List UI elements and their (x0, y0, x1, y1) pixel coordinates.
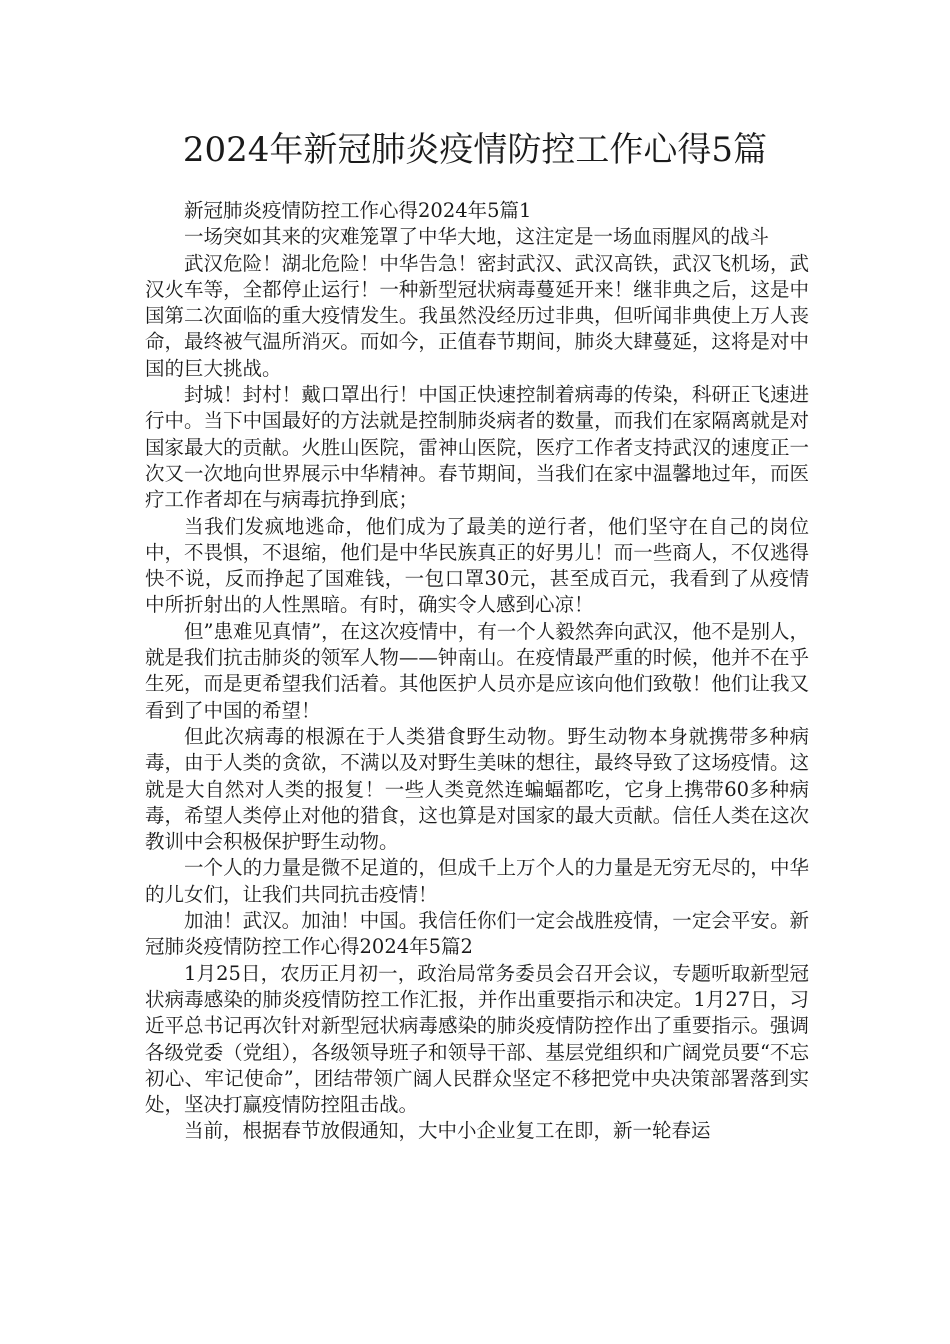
document-title: 2024年新冠肺炎疫情防控工作心得5篇 (182, 130, 768, 170)
paragraph: 当我们发疯地逃命，他们成为了最美的逆行者，他们坚守在自己的岗位中，不畏惧，不退缩，他们是中华民族真正的好男儿！而一些商人，不仅逃得快不说，反而挣起了国难钱，一包口罩30元，甚至成百元，我看到了从疫情中所折射出的人性黑暗。有时，确实令人感到心凉！ (145, 514, 809, 617)
paragraph: 封城！封村！戴口罩出行！中国正快速控制着病毒的传染，科研正飞速进行中。当下中国最好的方法就是控制肺炎病者的数量，而我们在家隔离就是对国家最大的贡献。火胜山医院，雷神山医院，医疗工作者支持武汉的速度正一次又一次地向世界展示中华精神。春节期间，当我们在家中温馨地过年，而医疗工作者却在与病毒抗挣到底； (145, 383, 809, 512)
paragraph: 但”患难见真情”，在这次疫情中，有一个人毅然奔向武汉，他不是别人，就是我们抗击肺炎的领军人物——钟南山。在疫情最严重的时候，他并不在乎生死，而是更希望我们活着。其他医护人员亦是应该向他们致敬！他们让我又看到了中国的希望！ (145, 619, 809, 722)
paragraph: 但此次病毒的根源在于人类猎食野生动物。野生动物本身就携带多种病毒，由于人类的贪欲，不满以及对野生美味的想往，最终导致了这场疫情。这就是大自然对人类的报复！一些人类竟然连蝙蝠都吃，它身上携带60多种病毒，希望人类停止对他的猎食，这也算是对国家的最大贡献。信任人类在这次教训中会积极保护野生动物。 (145, 724, 809, 854)
paragraph: 武汉危险！湖北危险！中华告急！密封武汉、武汉高铁，武汉飞机场，武汉火车等，全都停止运行！一种新型冠状病毒蔓延开来！继非典之后，这是中国第二次面临的重大疫情发生。我虽然没经历过非典，但听闻非典使上万人丧命，最终被气温所消灭。而如今，正值春节期间，肺炎大肆蔓延，这将是对中国的巨大挑战。 (145, 251, 809, 380)
paragraph: 1月25日，农历正月初一，政治局常务委员会召开会议，专题听取新型冠状病毒感染的肺炎疫情防控工作汇报，并作出重要指示和决定。1月27日，习近平总书记再次针对新型冠状病毒感染的肺炎疫情防控作出了重要指示。强调各级党委（党组），各级领导班子和领导干部、基层党组织和广阔党员要“不忘初心、牢记使命”，团结带领广阔人民群众坚定不移把党中央决策部署落到实处，坚决打赢疫情防控阻击战。 (145, 961, 809, 1117)
paragraph: 加油！武汉。加油！中国。我信任你们一定会战胜疫情，一定会平安。新冠肺炎疫情防控工作心得2024年5篇2 (145, 909, 809, 959)
paragraph: 一场突如其来的灾难笼罩了中华大地，这注定是一场血雨腥风的战斗 (184, 225, 770, 249)
document-body (145, 198, 809, 1145)
paragraph: 新冠肺炎疫情防控工作心得2024年5篇1 (184, 199, 532, 222)
paragraph: 当前，根据春节放假通知，大中小企业复工在即，新一轮春运 (184, 1119, 711, 1143)
paragraph: 一个人的力量是微不足道的，但成千上万个人的力量是无穷无尽的，中华的儿女们，让我们共同抗击疫情！ (145, 856, 809, 906)
